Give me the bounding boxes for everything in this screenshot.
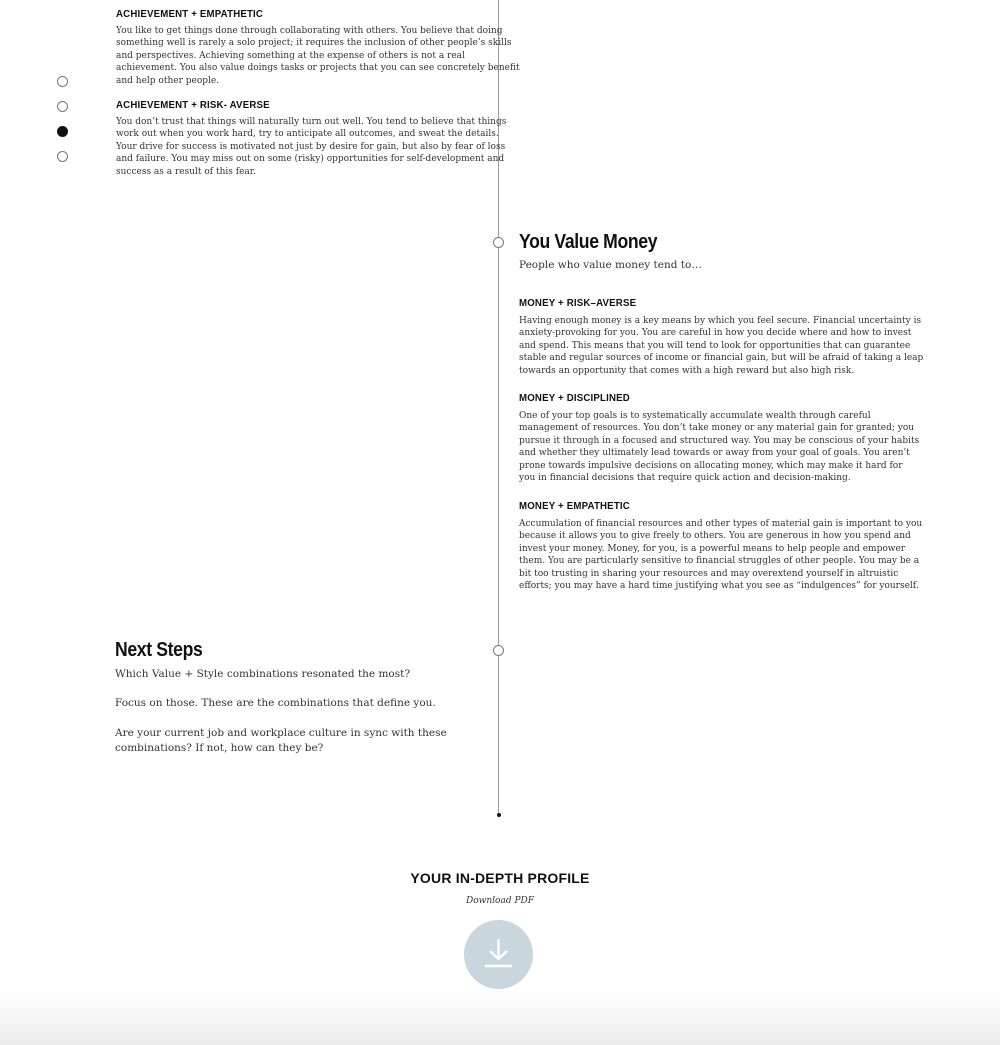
section-heading-achievement-empathetic: ACHIEVEMENT + EMPATHETIC [116,8,264,20]
next-steps-question-3: Are your current job and workplace culture in sync with these combinations? If not, how can they be? [115,727,447,754]
timeline-end-dot [497,813,501,817]
nav-dot-1[interactable] [57,76,68,87]
section-body-money-empathetic: Accumulation of financial resources and other types of material gain is important to you because it allows you to give freely to others. You are generous in how you spend and invest your money. Money, for you, is a powerful means to help people and empower them. You are particularly sensitive to financial struggles of other people. You may be a bit too trusting in sharing your resources and may overextend yourself in altruistic efforts; you may have a hard time justifying what you see as “indulgences” for yourself. [519,519,923,592]
section-heading-money-empathetic: MONEY + EMPATHETIC [519,500,630,512]
bottom-fade [0,990,1000,1045]
download-pdf-label[interactable]: Download PDF [466,896,534,906]
download-icon [464,920,533,989]
download-pdf-button[interactable] [464,920,533,989]
nav-dot-2[interactable] [57,101,68,112]
timeline-node-money [493,237,504,248]
timeline-node-next-steps [493,645,504,656]
next-steps-question-2: Focus on those. These are the combinations that define you. [115,697,436,709]
money-section-title: You Value Money [519,231,658,253]
section-body-achievement-risk-averse: You don’t trust that things will naturally turn out well. You tend to believe that things work out when you work hard, try to anticipate all outcomes, and sweat the details. Your drive for success is motivated not just by desire for gain, but also by fear of loss and failure. You may miss out on some (risky) opportunities for self-development and success as a result of this fear. [116,117,507,177]
section-heading-achievement-risk-averse: ACHIEVEMENT + RISK- AVERSE [116,99,270,111]
nav-dot-3-active[interactable] [57,126,68,137]
next-steps-question-1: Which Value + Style combinations resonated the most? [115,668,410,680]
section-body-achievement-empathetic: You like to get things done through collaborating with others. You believe that doing something well is rarely a solo project; it requires the inclusion of other people’s skills and perspectives. Achieving something at the expense of others is not a real achievement. You also value doings tasks or projects that you can see concretely benefit and help other people. [116,26,520,86]
section-body-money-risk-averse: Having enough money is a key means by which you feel secure. Financial uncertainty is anxiety-provoking for you. You are careful in how you decide where and how to invest and spend. This means that you will tend to look for opportunities that can guarantee stable and regular sources of income or financial gain, but will be afraid of taking a leap towards an opportunity that comes with a high reward but also high risk. [519,316,924,376]
section-body-money-disciplined: One of your top goals is to systematically accumulate wealth through careful management of resources. You don’t take money or any material gain for granted; you pursue it through in a focused and structured way. You may be conscious of your habits and whether they ultimately lead towards or away from your goal of goals. You aren’t prone towards impulsive decisions on allocating money, which may make it hard for you in financial decisions that require quick action and decision-making. [519,411,920,484]
profile-title: YOUR IN-DEPTH PROFILE [410,870,590,886]
section-heading-money-risk-averse: MONEY + RISK–AVERSE [519,297,637,309]
money-section-intro: People who value money tend to… [519,259,702,271]
nav-dot-4[interactable] [57,151,68,162]
next-steps-title: Next Steps [115,639,203,661]
section-heading-money-disciplined: MONEY + DISCIPLINED [519,392,630,404]
